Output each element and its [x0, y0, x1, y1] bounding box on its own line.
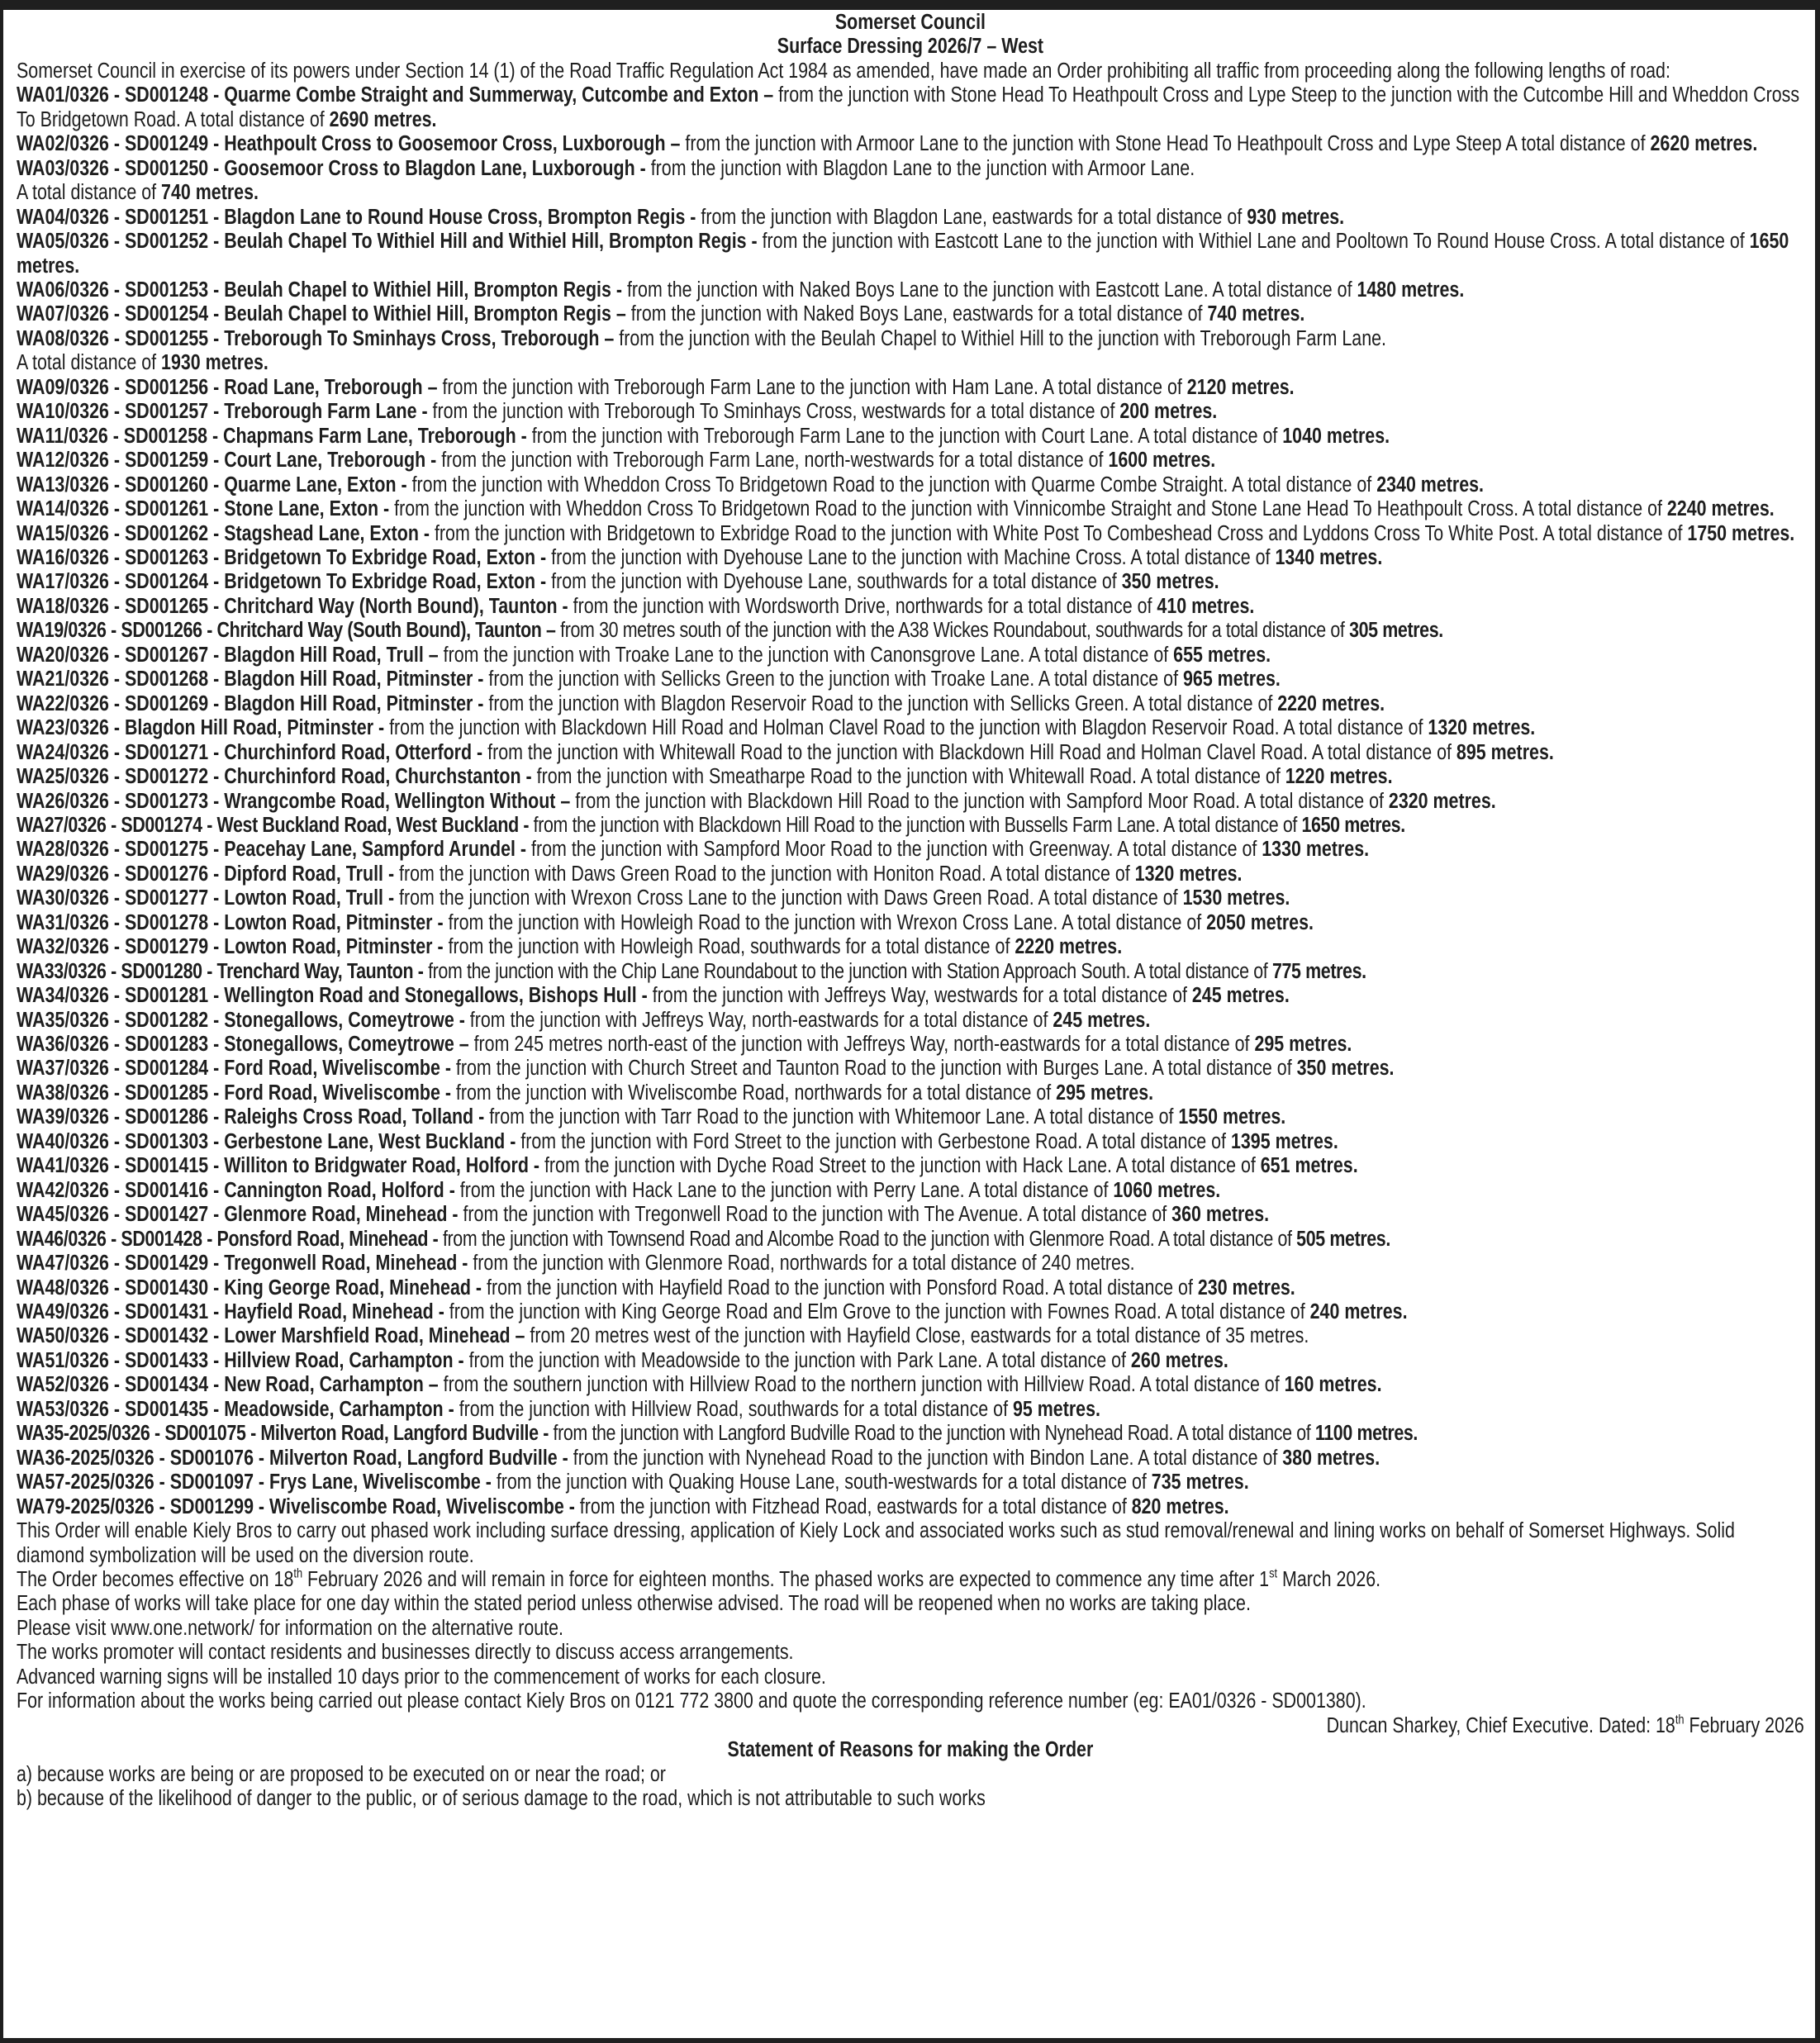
- road-reference: WA31/0326 - SD001278 - Lowton Road, Pitminster -: [17, 910, 444, 934]
- road-description: from the junction with the Chip Lane Roundabout to the junction with Station Approach South. A total distance of: [423, 959, 1272, 983]
- road-description: from the junction with Fitzhead Road, eastwards for a total distance of: [574, 1494, 1132, 1518]
- road-description: from the junction with Treborough Farm Lane, north-westwards for a total distance of: [436, 449, 1109, 473]
- road-distance: 305 metres.: [1349, 619, 1443, 643]
- road-description: from the junction with Langford Budville Road to the junction with Nynehead Road. A total distance of: [548, 1422, 1315, 1446]
- road-description: from the junction with Blackdown Hill Road and Holman Clavel Road to the junction with Blagdon Reservoir Road. A total distance of: [384, 716, 1428, 740]
- road-closure-entry: [17, 302, 1804, 326]
- road-distance: 1530 metres.: [1182, 886, 1290, 910]
- road-distance: 1550 metres.: [1178, 1105, 1286, 1129]
- road-description: from the junction with Smeatharpe Road to the junction with Whitewall Road. A total distance of: [531, 765, 1285, 789]
- road-reference: WA79-2025/0326 - SD001299 - Wiveliscombe Road, Wiveliscombe -: [17, 1494, 575, 1518]
- road-distance: 2050 metres.: [1206, 910, 1314, 934]
- road-closure-entry: [17, 595, 1804, 619]
- road-closure-entry: [17, 862, 1804, 886]
- road-distance: 240 metres.: [1309, 1300, 1408, 1324]
- road-description: from the junction with Armoor Lane to the junction with Stone Head To Heathpoult Cross and Lype Steep A total distance of: [680, 132, 1651, 156]
- road-closure-entry: [17, 765, 1804, 789]
- road-closure-entry: [17, 1130, 1804, 1154]
- road-description: from the junction with King George Road and Elm Grove to the junction with Fownes Road. A total distance of: [444, 1300, 1310, 1324]
- road-closure-entry: [17, 206, 1804, 230]
- road-closure-entry: [17, 1228, 1804, 1252]
- road-description: from the junction with Whitewall Road to the junction with Blackdown Hill Road and Holman Clavel Road. A total distance of: [482, 740, 1456, 764]
- road-reference: WA35/0326 - SD001282 - Stonegallows, Comeytrowe -: [17, 1008, 465, 1032]
- road-distance: 2240 metres.: [1666, 497, 1775, 521]
- road-closure-entry: [17, 1252, 1804, 1276]
- road-distance: 95 metres.: [1012, 1397, 1100, 1421]
- road-closure-entry: [17, 1495, 1804, 1519]
- road-reference: WA14/0326 - SD001261 - Stone Lane, Exton -: [17, 497, 390, 521]
- road-reference: WA18/0326 - SD001265 - Chritchard Way (North Bound), Taunton -: [17, 594, 568, 618]
- road-reference: WA03/0326 - SD001250 - Goosemoor Cross to Blagdon Lane, Luxborough -: [17, 156, 646, 180]
- road-reference: WA57-2025/0326 - SD001097 - Frys Lane, Wiveliscombe -: [17, 1470, 492, 1494]
- road-description: from the junction with Blackdown Hill Road to the junction with Bussells Farm Lane. A total distance of: [529, 813, 1302, 837]
- road-reference: WA27/0326 - SD001274 - West Buckland Road, West Buckland -: [17, 813, 530, 837]
- road-reference: WA37/0326 - SD001284 - Ford Road, Wiveliscombe -: [17, 1057, 451, 1081]
- road-description: from the junction with Treborough To Sminhays Cross, westwards for a total distance of: [427, 400, 1120, 424]
- road-description: from the junction with Sampford Moor Road to the junction with Greenway. A total distance of: [526, 838, 1262, 862]
- road-closure-entry: [17, 1057, 1804, 1081]
- road-distance: 360 metres.: [1171, 1203, 1270, 1227]
- road-description: from the junction with Blagdon Reservoir Road to the junction with Sellicks Green. A total distance of: [483, 691, 1278, 715]
- road-closure-entry: [17, 1349, 1804, 1373]
- road-distance: 1750 metres.: [1687, 521, 1795, 545]
- road-description: from the junction with Wiveliscombe Road, northwards for a total distance of: [450, 1081, 1057, 1105]
- road-distance: 410 metres.: [1157, 594, 1255, 618]
- road-reference: WA17/0326 - SD001264 - Bridgetown To Exbridge Road, Exton -: [17, 570, 547, 594]
- road-reference: WA05/0326 - SD001252 - Beulah Chapel To Withiel Hill and Withiel Hill, Brompton Regis -: [17, 230, 758, 254]
- road-closure-entry: [17, 790, 1804, 814]
- road-reference: WA39/0326 - SD001286 - Raleighs Cross Road, Tolland -: [17, 1105, 485, 1129]
- road-distance: 505 metres.: [1296, 1227, 1390, 1251]
- road-distance: 240 metres.: [1041, 1252, 1135, 1276]
- road-distance: 2220 metres.: [1015, 935, 1123, 959]
- road-reference: WA35-2025/0326 - SD001075 - Milverton Road, Langford Budville -: [17, 1422, 549, 1446]
- road-distance: 2220 metres.: [1277, 691, 1385, 715]
- notice-title: Somerset Council: [834, 11, 986, 34]
- road-reference: WA01/0326 - SD001248 - Quarme Combe Straight and Summerway, Cutcombe and Exton –: [17, 83, 774, 107]
- road-distance: 245 metres.: [1053, 1008, 1151, 1032]
- road-description: from the junction with Quaking House Lane, south-westwards for a total distance of: [491, 1470, 1152, 1494]
- road-description: from the junction with Townsend Road and Alcombe Road to the junction with Glenmore Road. A total distance of: [438, 1227, 1297, 1251]
- road-reference: WA32/0326 - SD001279 - Lowton Road, Pitminster -: [17, 935, 444, 959]
- road-description: from the junction with Howleigh Road to the junction with Wrexon Cross Lane. A total distance of: [443, 910, 1207, 934]
- road-closure-entry: [17, 716, 1804, 740]
- road-closure-entry: [17, 1300, 1804, 1324]
- road-distance: 1040 metres.: [1282, 424, 1390, 448]
- road-reference: WA26/0326 - SD001273 - Wrangcombe Road, Wellington Without –: [17, 789, 571, 813]
- closing-paragraph-contact-info: For information about the works being carried out please contact Kiely Bros on 0121 772 3800 and quote the corresponding reference number (eg: EA01/0326 - SD001380).: [17, 1689, 1366, 1713]
- reason-item: b) because of the likelihood of danger to the public, or of serious damage to the road, which is not attributable to such works: [17, 1787, 986, 1811]
- road-description: from the junction with Eastcott Lane to the junction with Withiel Lane and Pooltown To Round House Cross. A total distance of: [757, 230, 1750, 254]
- road-closure-entry: [17, 546, 1804, 570]
- road-description: from the junction with Dyehouse Lane to the junction with Machine Cross. A total distance of: [546, 545, 1276, 569]
- road-description: from the southern junction with Hillview Road to the northern junction with Hillview Road. A total distance of: [438, 1373, 1285, 1397]
- road-description: from the junction with Sellicks Green to the junction with Troake Lane. A total distance of: [483, 668, 1183, 691]
- notice-subtitle: Surface Dressing 2026/7 – West: [777, 35, 1044, 59]
- road-description: from the junction with Ford Street to the junction with Gerbestone Road. A total distance of: [516, 1129, 1231, 1153]
- road-reference: WA41/0326 - SD001415 - Williton to Bridgwater Road, Holford -: [17, 1154, 540, 1178]
- effective-text-b: February 2026 and will remain in force for eighteen months. The phased works are expected to commence any time after 1: [302, 1568, 1270, 1591]
- road-closure-entry: [17, 230, 1804, 278]
- road-description: from the junction with Jeffreys Way, westwards for a total distance of: [647, 984, 1192, 1008]
- road-description: from 30 metres south of the junction with the A38 Wickes Roundabout, southwards for a total distance of: [555, 619, 1350, 643]
- road-distance: 655 metres.: [1173, 643, 1271, 667]
- signature-text-a: Duncan Sharkey, Chief Executive. Dated: 18: [1326, 1713, 1675, 1737]
- reason-item: a) because works are being or are proposed to be executed on or near the road; or: [17, 1762, 666, 1786]
- road-distance: 245 metres.: [1191, 984, 1290, 1008]
- road-closure-entry: [17, 327, 1804, 376]
- road-closure-entry: [17, 1447, 1804, 1470]
- road-closure-entry: [17, 960, 1804, 984]
- road-description: from the junction with Blagdon Lane, eastwards for a total distance of: [696, 205, 1247, 229]
- road-closure-entry: [17, 1081, 1804, 1105]
- road-closure-entry: [17, 984, 1804, 1008]
- reasons-heading: Statement of Reasons for making the Order: [727, 1738, 1094, 1762]
- road-distance: 200 metres.: [1119, 400, 1218, 424]
- road-closure-entry: [17, 814, 1804, 838]
- road-distance: 1930 metres.: [161, 351, 268, 375]
- road-closure-entry: [17, 132, 1804, 156]
- road-closure-entry: [17, 497, 1804, 521]
- road-distance: 1330 metres.: [1262, 838, 1370, 862]
- road-reference: WA19/0326 - SD001266 - Chritchard Way (South Bound), Taunton –: [17, 619, 556, 643]
- road-closure-list: [17, 83, 1804, 1519]
- road-closure-entry: [17, 619, 1804, 643]
- road-distance: 965 metres.: [1182, 668, 1281, 691]
- road-distance: 651 metres.: [1260, 1154, 1358, 1178]
- road-closure-entry: [17, 1154, 1804, 1178]
- road-closure-entry: [17, 741, 1804, 765]
- road-reference: WA36-2025/0326 - SD001076 - Milverton Road, Langford Budville -: [17, 1446, 568, 1470]
- road-description: from the junction with the Beulah Chapel to Withiel Hill to the junction with Treborough Farm Lane.: [614, 326, 1386, 350]
- road-closure-entry: [17, 1179, 1804, 1203]
- road-reference: WA49/0326 - SD001431 - Hayfield Road, Minehead -: [17, 1300, 444, 1324]
- road-reference: WA40/0326 - SD001303 - Gerbestone Lane, West Buckland -: [17, 1129, 516, 1153]
- road-description-continued: A total distance of: [17, 181, 162, 205]
- road-distance: 1650 metres.: [17, 230, 1789, 278]
- road-distance: 350 metres.: [1296, 1057, 1395, 1081]
- road-distance: 2620 metres.: [1650, 132, 1758, 156]
- road-distance: 380 metres.: [1282, 1446, 1380, 1470]
- road-reference: WA47/0326 - SD001429 - Tregonwell Road, Minehead -: [17, 1252, 468, 1276]
- road-reference: WA51/0326 - SD001433 - Hillview Road, Carhampton -: [17, 1348, 464, 1372]
- road-reference: WA11/0326 - SD001258 - Chapmans Farm Lane, Treborough -: [17, 424, 527, 448]
- road-closure-entry: [17, 644, 1804, 668]
- road-distance: 930 metres.: [1247, 205, 1345, 229]
- road-distance: 2320 metres.: [1388, 789, 1496, 813]
- road-description: from the junction with Wrexon Cross Lane to the junction with Daws Green Road. A total distance of: [394, 886, 1183, 910]
- road-closure-entry: [17, 1398, 1804, 1422]
- road-distance: 160 metres.: [1284, 1373, 1382, 1397]
- road-closure-entry: [17, 400, 1804, 424]
- road-reference: WA48/0326 - SD001430 - King George Road, Minehead -: [17, 1276, 482, 1299]
- road-closure-entry: [17, 1422, 1804, 1446]
- road-closure-entry: [17, 935, 1804, 959]
- road-reference: WA25/0326 - SD001272 - Churchinford Road, Churchstanton -: [17, 765, 532, 789]
- road-reference: WA23/0326 - Blagdon Hill Road, Pitminster -: [17, 716, 385, 740]
- road-reference: WA07/0326 - SD001254 - Beulah Chapel to Withiel Hill, Brompton Regis –: [17, 302, 626, 326]
- road-distance: 1650 metres.: [1301, 813, 1405, 837]
- road-description: from the junction with Dyche Road Street to the junction with Hack Lane. A total distance of: [539, 1154, 1261, 1178]
- road-closure-entry: [17, 1324, 1804, 1348]
- road-distance: 820 metres.: [1131, 1494, 1229, 1518]
- road-distance: 1480 metres.: [1357, 278, 1465, 302]
- road-closure-entry: [17, 692, 1804, 716]
- road-reference: WA02/0326 - SD001249 - Heathpoult Cross to Goosemoor Cross, Luxborough –: [17, 132, 681, 156]
- signature-line: [17, 1714, 1804, 1738]
- closing-paragraph-website: Please visit www.one.network/ for information on the alternative route.: [17, 1616, 563, 1640]
- road-distance: 2340 metres.: [1376, 473, 1485, 496]
- road-description: from the junction with Treborough Farm Lane to the junction with Ham Lane. A total distance of: [437, 375, 1187, 399]
- road-description: from the junction with Bridgetown to Exbridge Road to the junction with White Post To Combeshead Cross and Lyddons Cross To White Post. A total distance of: [429, 521, 1688, 545]
- road-description: from the junction with Naked Boys Lane to the junction with Eastcott Lane. A total distance of: [622, 278, 1357, 302]
- road-reference: WA30/0326 - SD001277 - Lowton Road, Trull -: [17, 886, 395, 910]
- road-description: from the junction with Blagdon Lane to the junction with Armoor Lane.: [645, 156, 1195, 180]
- road-description: from the junction with Hack Lane to the junction with Perry Lane. A total distance of: [454, 1178, 1114, 1202]
- road-reference: WA06/0326 - SD001253 - Beulah Chapel to Withiel Hill, Brompton Regis -: [17, 278, 623, 302]
- road-reference: WA10/0326 - SD001257 - Treborough Farm Lane -: [17, 400, 428, 424]
- road-description: from the junction with Wheddon Cross To Bridgetown Road to the junction with Vinnicombe Straight and Stone Lane Head To Heathpoult Cross. A total distance of: [389, 497, 1667, 521]
- road-distance: 1100 metres.: [1314, 1422, 1418, 1446]
- road-reference: WA34/0326 - SD001281 - Wellington Road and Stonegallows, Bishops Hull -: [17, 984, 648, 1008]
- road-closure-entry: [17, 911, 1804, 935]
- road-reference: WA24/0326 - SD001271 - Churchinford Road, Otterford -: [17, 740, 483, 764]
- road-distance: 1340 metres.: [1275, 545, 1383, 569]
- road-distance: 1320 metres.: [1428, 716, 1536, 740]
- road-distance: 2690 metres.: [329, 107, 437, 131]
- road-reference: WA53/0326 - SD001435 - Meadowside, Carhampton -: [17, 1397, 454, 1421]
- road-closure-entry: [17, 522, 1804, 546]
- road-distance: 895 metres.: [1456, 740, 1554, 764]
- road-description: from the junction with Treborough Farm Lane to the junction with Court Lane. A total distance of: [526, 424, 1283, 448]
- ordinal-suffix: th: [293, 1566, 303, 1581]
- road-distance: 350 metres.: [1121, 570, 1219, 594]
- road-reference: WA13/0326 - SD001260 - Quarme Lane, Exton -: [17, 473, 407, 496]
- road-reference: WA28/0326 - SD001275 - Peacehay Lane, Sampford Arundel -: [17, 838, 527, 862]
- road-distance: 740 metres.: [161, 181, 259, 205]
- road-closure-entry: [17, 1373, 1804, 1397]
- road-closure-entry: [17, 886, 1804, 910]
- road-description: from the junction with Jeffreys Way, north-eastwards for a total distance of: [464, 1008, 1053, 1032]
- road-description: from the junction with Church Street and Taunton Road to the junction with Burges Lane. A total distance of: [450, 1057, 1297, 1081]
- road-distance: 295 metres.: [1254, 1033, 1352, 1057]
- road-reference: WA46/0326 - SD001428 - Ponsford Road, Minehead -: [17, 1227, 439, 1251]
- road-closure-entry: [17, 1203, 1804, 1227]
- road-reference: WA08/0326 - SD001255 - Treborough To Sminhays Cross, Treborough –: [17, 326, 615, 350]
- road-reference: WA22/0326 - SD001269 - Blagdon Hill Road, Pitminster -: [17, 691, 484, 715]
- road-description: from the junction with Tregonwell Road to the junction with The Avenue. A total distance of: [458, 1203, 1172, 1227]
- ordinal-suffix: st: [1269, 1566, 1278, 1581]
- ordinal-suffix: th: [1675, 1713, 1685, 1727]
- road-closure-entry: [17, 83, 1804, 132]
- closing-paragraph-contact-residents: The works promoter will contact residents and businesses directly to discuss access arrangements.: [17, 1641, 794, 1665]
- road-description: from the junction with Blackdown Hill Road to the junction with Sampford Moor Road. A total distance of: [570, 789, 1389, 813]
- road-closure-entry: [17, 157, 1804, 206]
- road-closure-entry: [17, 1276, 1804, 1300]
- road-reference: WA38/0326 - SD001285 - Ford Road, Wiveliscombe -: [17, 1081, 451, 1105]
- road-reference: WA20/0326 - SD001267 - Blagdon Hill Road, Trull –: [17, 643, 439, 667]
- road-distance: 735 metres.: [1151, 1470, 1249, 1494]
- road-description: from the junction with Meadowside to the junction with Park Lane. A total distance of: [463, 1348, 1131, 1372]
- notice-content: [17, 11, 1804, 1812]
- road-description: from the junction with Hayfield Road to the junction with Ponsford Road. A total distance of: [482, 1276, 1198, 1299]
- road-distance: 1320 metres.: [1134, 862, 1243, 886]
- road-reference: WA42/0326 - SD001416 - Cannington Road, Holford -: [17, 1178, 455, 1202]
- road-closure-entry: [17, 425, 1804, 449]
- closing-paragraph-phases: Each phase of works will take place for one day within the stated period unless otherwise advised. The road will be reopened when no works are taking place.: [17, 1592, 1251, 1616]
- road-distance: 1220 metres.: [1285, 765, 1393, 789]
- road-closure-entry: [17, 376, 1804, 400]
- road-closure-entry: [17, 278, 1804, 302]
- road-distance: 775 metres.: [1271, 959, 1366, 983]
- road-closure-entry: [17, 449, 1804, 473]
- road-description: from the junction with Troake Lane to the junction with Canonsgrove Lane. A total distance of: [438, 643, 1174, 667]
- closing-paragraph-warning-signs: Advanced warning signs will be installed 10 days prior to the commencement of works for each closure.: [17, 1665, 826, 1689]
- road-distance: 295 metres.: [1056, 1081, 1154, 1105]
- road-reference: WA36/0326 - SD001283 - Stonegallows, Comeytrowe –: [17, 1033, 469, 1057]
- road-description: from the junction with Nynehead Road to the junction with Bindon Lane. A total distance of: [568, 1446, 1283, 1470]
- road-description: from the junction with Tarr Road to the junction with Whitemoor Lane. A total distance of: [484, 1105, 1179, 1129]
- road-reference: WA09/0326 - SD001256 - Road Lane, Treborough –: [17, 375, 438, 399]
- road-distance: 2120 metres.: [1186, 375, 1295, 399]
- road-description: from the junction with Naked Boys Lane, eastwards for a total distance of: [625, 302, 1208, 326]
- intro-paragraph: Somerset Council in exercise of its powers under Section 14 (1) of the Road Traffic Regulation Act 1984 as amended, have made an Order prohibiting all traffic from proceeding along the following lengths of road:: [17, 59, 1670, 83]
- road-reference: WA45/0326 - SD001427 - Glenmore Road, Minehead -: [17, 1203, 459, 1227]
- road-reference: WA21/0326 - SD001268 - Blagdon Hill Road, Pitminster -: [17, 668, 484, 691]
- road-description: from the junction with Hillview Road, southwards for a total distance of: [454, 1397, 1013, 1421]
- effective-text-a: The Order becomes effective on 18: [17, 1568, 294, 1591]
- effective-text-c: March 2026.: [1277, 1568, 1381, 1591]
- road-distance: 1600 metres.: [1108, 449, 1216, 473]
- road-distance: 260 metres.: [1130, 1348, 1228, 1372]
- road-reference: WA33/0326 - SD001280 - Trenchard Way, Taunton -: [17, 959, 424, 983]
- road-distance: 230 metres.: [1197, 1276, 1295, 1299]
- road-distance: 1395 metres.: [1230, 1129, 1338, 1153]
- road-reference: WA50/0326 - SD001432 - Lower Marshfield Road, Minehead –: [17, 1324, 525, 1348]
- road-closure-entry: [17, 1009, 1804, 1033]
- closing-paragraph-effective-date: [17, 1568, 1804, 1592]
- road-closure-entry: [17, 570, 1804, 594]
- road-reference: WA16/0326 - SD001263 - Bridgetown To Exbridge Road, Exton -: [17, 545, 547, 569]
- road-description: from the junction with Glenmore Road, northwards for a total distance of: [468, 1252, 1042, 1276]
- road-description: from the junction with Daws Green Road to the junction with Honiton Road. A total distance of: [394, 862, 1135, 886]
- road-description: from 245 metres north-east of the junction with Jeffreys Way, north-eastwards for a total distance of: [468, 1033, 1255, 1057]
- signature-text-b: February 2026: [1684, 1713, 1804, 1737]
- road-description: from the junction with Stone Head To Heathpoult Cross and Lype Steep to the junction with the Cutcombe Hill and Wheddon Cross To Bridgetown Road. A total distance of: [17, 83, 1800, 131]
- road-reference: WA15/0326 - SD001262 - Stagshead Lane, Exton -: [17, 521, 430, 545]
- road-description: from the junction with Wheddon Cross To Bridgetown Road to the junction with Quarme Combe Straight. A total distance of: [406, 473, 1377, 496]
- road-description: from the junction with Wordsworth Drive, northwards for a total distance of: [568, 594, 1157, 618]
- road-closure-entry: [17, 473, 1804, 497]
- road-description-continued: A total distance of: [17, 351, 162, 375]
- road-reference: WA12/0326 - SD001259 - Court Lane, Treborough -: [17, 449, 437, 473]
- road-distance: 740 metres.: [1207, 302, 1305, 326]
- road-closure-entry: [17, 1470, 1804, 1494]
- road-closure-entry: [17, 838, 1804, 862]
- road-description: from 20 metres west of the junction with Hayfield Close, eastwards for a total distance of: [525, 1324, 1226, 1348]
- road-reference: WA04/0326 - SD001251 - Blagdon Lane to Round House Cross, Brompton Regis -: [17, 205, 696, 229]
- road-distance: 35 metres.: [1225, 1324, 1309, 1348]
- road-reference: WA29/0326 - SD001276 - Dipford Road, Trull -: [17, 862, 395, 886]
- road-description: from the junction with Dyehouse Lane, southwards for a total distance of: [546, 570, 1122, 594]
- road-description: from the junction with Howleigh Road, southwards for a total distance of: [443, 935, 1015, 959]
- road-closure-entry: [17, 1033, 1804, 1057]
- closing-paragraph-order-scope: This Order will enable Kiely Bros to carry out phased work including surface dressing, application of Kiely Lock and associated works such as stud removal/renewal and lining works on behalf of Somerset Highways. Solid diamond symbolization will be used on the diversion route.: [17, 1519, 1735, 1567]
- road-closure-entry: [17, 1105, 1804, 1129]
- road-distance: 1060 metres.: [1113, 1178, 1221, 1202]
- road-reference: WA52/0326 - SD001434 - New Road, Carhampton –: [17, 1373, 439, 1397]
- road-closure-entry: [17, 668, 1804, 691]
